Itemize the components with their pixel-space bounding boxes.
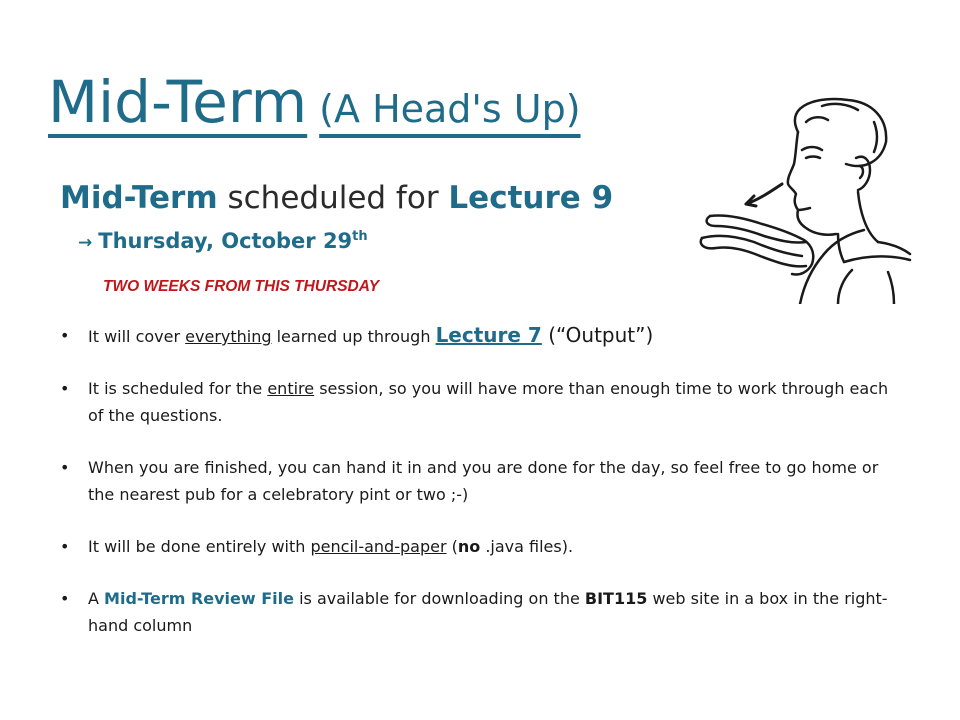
bullet-coverage [60, 322, 890, 350]
bullet-finished [60, 454, 890, 508]
bullet-text: It will be done entirely with [88, 537, 311, 556]
bullet-text: learned up through [271, 327, 436, 346]
emphasis-pencil-and-paper: pencil-and-paper [310, 537, 447, 556]
lecture-label: Lecture 9 [448, 180, 614, 216]
sign-language-figure-icon [688, 92, 914, 304]
bullet-text: session, so you will have more than enough time to work through each of the questions. [88, 379, 889, 425]
bullet-text: It is scheduled for the [88, 379, 268, 398]
schedule-heading [60, 180, 613, 216]
bullet-text: A [88, 589, 105, 608]
lecture-7-link[interactable]: Lecture 7 [435, 323, 542, 347]
date-ordinal: th [352, 229, 368, 244]
emphasis-everything: everything [185, 327, 272, 346]
title-sub: (A Head's Up) [319, 87, 581, 131]
warning-note: TWO WEEKS FROM THIS THURSDAY [103, 278, 380, 295]
emphasis-entire: entire [267, 379, 315, 398]
bullet-text: .java files). [480, 537, 574, 556]
slide-title [48, 68, 581, 136]
emphasis-no: no [457, 537, 481, 556]
exam-date [78, 229, 368, 253]
midterm-label: Mid-Term [60, 180, 218, 216]
bullet-session [60, 375, 890, 429]
bullet-text: When you are finished, you can hand it in and you are done for the day, so feel free to go home or the nearest pub for a celebratory pint or two ;-) [88, 458, 879, 504]
bullet-text: web site in a box in the right-hand column [88, 589, 888, 635]
output-label: (“Output”) [541, 323, 654, 347]
bullet-text: It will cover [88, 327, 186, 346]
scheduled-text: scheduled for [217, 180, 449, 216]
review-file-label: Mid-Term Review File [104, 589, 294, 608]
title-main: Mid-Term [48, 68, 308, 136]
arrow-right-icon: → [78, 233, 93, 253]
course-code: BIT115 [584, 589, 648, 608]
date-text: Thursday, October 29 [98, 229, 353, 253]
bullet-review-file [60, 585, 890, 639]
bullet-text: ( [446, 537, 458, 556]
bullet-format [60, 533, 890, 560]
bullet-text: is available for downloading on the [294, 589, 585, 608]
bullet-list [60, 322, 890, 639]
